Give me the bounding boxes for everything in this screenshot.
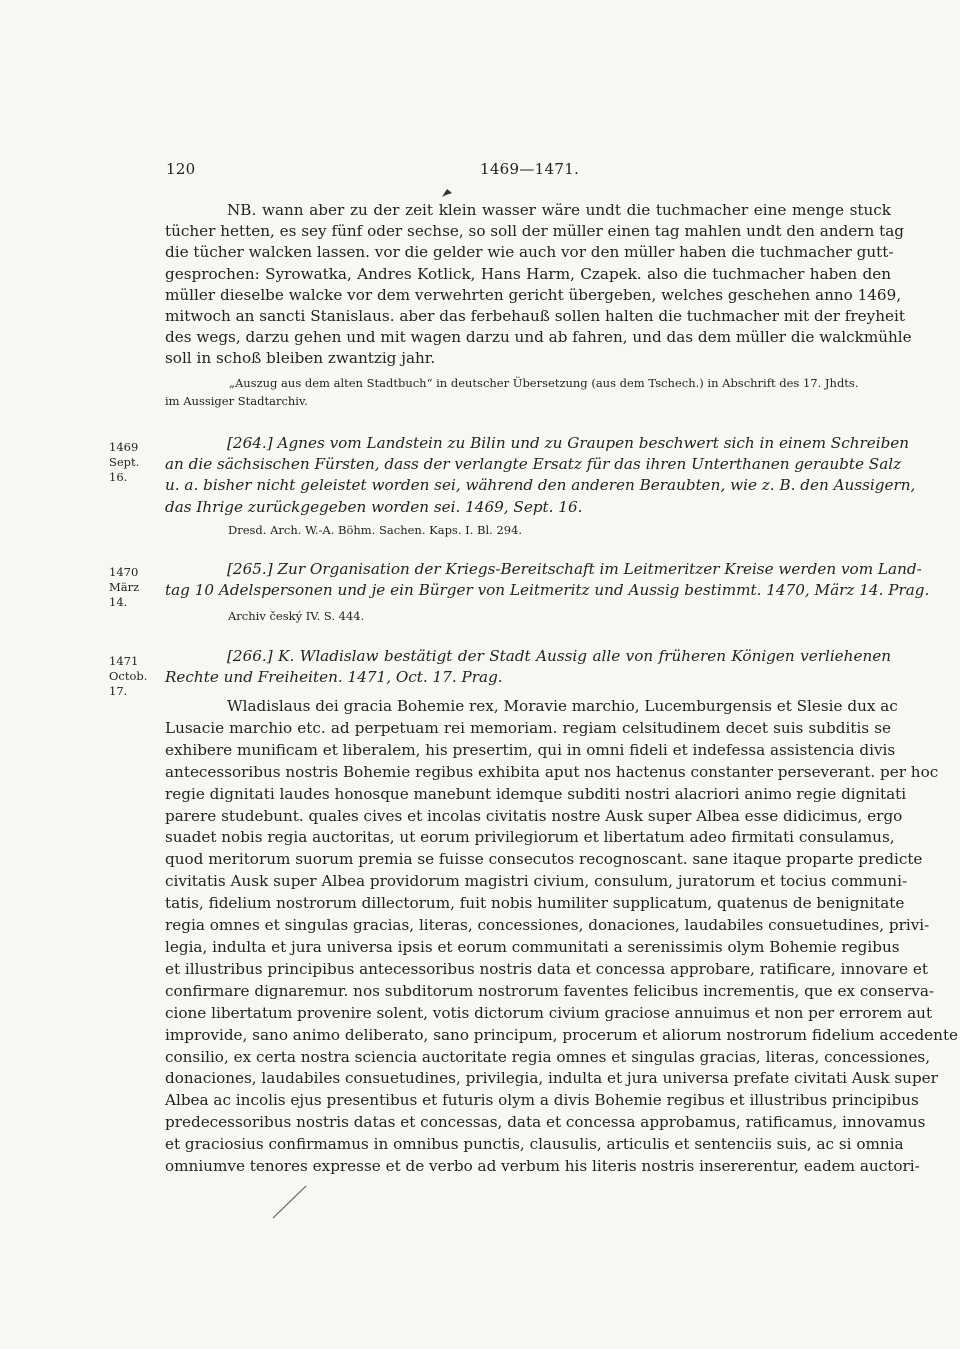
latin-line: cione libertatum provenire solent, votis dictorum civium graciose annuimus et non per errorem aut	[165, 1003, 933, 1022]
margin-date-day: Sept. 16.	[109, 455, 140, 484]
entry-line: das Ihrige zurückgegeben worden sei. 1469, Sept. 16.	[165, 497, 583, 516]
running-title: 1469—1471.	[480, 160, 580, 178]
nb-line: des wegs, darzu gehen und mit wagen darzu und ab fahren, und das dem müller die walckmühle	[165, 328, 912, 347]
entry-line: [264.] Agnes vom Landstein zu Bilin und zu Graupen beschwert sich in einem Schreiben	[227, 434, 910, 452]
nb-line: müller dieselbe walcke vor dem verwehrten gericht übergeben, welches geschehen anno 1469,	[165, 285, 902, 304]
entry-265-source: Archiv český IV. S. 444.	[228, 609, 365, 623]
nb-line: tücher hetten, es sey fünf oder sechse, so soll der müller einen tag mahlen undt den andern tag	[165, 222, 904, 241]
latin-line: exhibere munificam et liberalem, his presertim, qui in omni fideli et indefessa assistencia divis	[165, 740, 896, 759]
latin-line: regia omnes et singulas gracias, literas, concessiones, donaciones, laudabiles consuetudines, privi-	[165, 916, 930, 935]
latin-line: et illustribus principibus antecessoribus nostris data et concessa approbare, ratificare, innovare et	[165, 959, 928, 978]
entry-266-summary	[165, 646, 891, 688]
margin-date-day: Octob. 17.	[109, 669, 148, 698]
margin-date-year: 1470	[109, 565, 139, 579]
page-number: 120	[166, 160, 196, 178]
latin-line: donaciones, laudabiles consuetudines, privilegia, indulta et jura universa prefate civitati Ausk super	[165, 1069, 938, 1088]
ink-blot-icon	[440, 186, 454, 200]
latin-line: Wladislaus dei gracia Bohemie rex, Moravie marchio, Lucemburgensis et Slesie dux ac	[227, 697, 898, 715]
nb-paragraph	[165, 200, 912, 370]
latin-line: legia, indulta et jura universa ipsis et eorum communitati a serenissimis olym Bohemie regibus	[165, 937, 900, 956]
latin-line: tatis, fidelium nostrorum dillectorum, fuit nobis humiliter supplicatum, quatenus de benignitate	[165, 894, 905, 913]
latin-line: predecessoribus nostris datas et concessas, data et concessa approbamus, ratificamus, innovamus	[165, 1113, 926, 1132]
latin-line: quod meritorum suorum premia se fuisse consecutos recognoscant. sane itaque proparte predicte	[165, 850, 923, 869]
pen-stroke-icon	[270, 1182, 310, 1222]
latin-line: regie dignitati laudes honosque manebunt idemque subditi nostri alacriori animo regie dignitati	[165, 784, 907, 803]
latin-line: confirmare dignaremur. nos subditorum nostrorum faventes felicibus incrementis, que ex conserva-	[165, 981, 935, 1000]
entry-line: u. a. bisher nicht geleistet worden sei, während den anderen Beraubten, wie z. B. den Aussigern,	[165, 476, 916, 495]
latin-line: et graciosius confirmamus in omnibus punctis, clausulis, articulis et sentenciis suis, ac si omnia	[165, 1135, 904, 1154]
nb-line: mitwoch an sancti Stanislaus. aber das ferbehauß sollen halten die tuchmacher mit der freyheit	[165, 307, 905, 326]
margin-date-265	[109, 565, 161, 610]
nb-line: die tücher walcken lassen. vor die gelder wie auch vor den müller haben die tuchmacher gutt-	[165, 243, 894, 262]
nb-line: gesprochen: Syrowatka, Andres Kotlick, Hans Harm, Czapek. also die tuchmacher haben den	[165, 264, 891, 283]
latin-charter-text	[165, 696, 959, 1178]
entry-264-source: Dresd. Arch. W.-A. Böhm. Sachen. Kaps. I. Bl. 294.	[228, 523, 523, 537]
latin-line: consilio, ex certa nostra sciencia auctoritate regia omnes et singulas gracias, literas, concessiones,	[165, 1047, 931, 1066]
margin-date-264	[109, 440, 161, 485]
latin-line: Albea ac incolis ejus presentibus et futuris olym a divis Bohemie regibus et illustribus principibus	[165, 1091, 919, 1110]
source-line: im Aussiger Stadtarchiv.	[165, 394, 308, 408]
entry-265-summary	[165, 559, 930, 601]
latin-line: parere studebunt. quales cives et incolas civitatis nostre Ausk super Albea esse didicimus, ergo	[165, 806, 903, 825]
nb-line: NB. wann aber zu der zeit klein wasser wäre undt die tuchmacher eine menge stuck	[227, 201, 891, 219]
margin-date-year: 1469	[109, 440, 139, 454]
entry-264-summary	[165, 433, 916, 518]
entry-line: [266.] K. Wladislaw bestätigt der Stadt Aussig alle von früheren Königen verliehenen	[227, 647, 891, 665]
source-line: „Auszug aus dem alten Stadtbuch“ in deutscher Übersetzung (aus dem Tschech.) in Abschrift des 17. Jhdts.	[229, 376, 859, 390]
nb-source-note	[165, 374, 891, 410]
margin-date-day: März 14.	[109, 580, 140, 609]
latin-line: improvide, sano animo deliberato, sano principum, procerum et aliorum nostrorum fidelium accedente	[165, 1025, 959, 1044]
latin-line: civitatis Ausk super Albea providorum magistri civium, consulum, juratorum et tocius communi-	[165, 872, 908, 891]
margin-date-year: 1471	[109, 654, 139, 668]
latin-line: omniumve tenores expresse et de verbo ad verbum his literis nostris insererentur, eadem auctori-	[165, 1157, 920, 1176]
entry-line: tag 10 Adelspersonen und je ein Bürger von Leitmeritz und Aussig bestimmt. 1470, März 14. Prag.	[165, 581, 930, 600]
entry-line: Rechte und Freiheiten. 1471, Oct. 17. Prag.	[165, 668, 503, 687]
latin-line: antecessoribus nostris Bohemie regibus exhibita aput nos hactenus constanter perseverant. per hoc	[165, 762, 939, 781]
latin-line: Lusacie marchio etc. ad perpetuam rei memoriam. regiam celsitudinem decet suis subditis se	[165, 718, 891, 737]
latin-line: suadet nobis regia auctoritas, ut eorum privilegiorum et libertatum adeo firmitati consulamus,	[165, 828, 895, 847]
nb-line: soll in schoß bleiben zwantzig jahr.	[165, 349, 436, 368]
entry-line: an die sächsischen Fürsten, dass der verlangte Ersatz für das ihren Unterthanen geraubte Salz	[165, 455, 902, 474]
entry-line: [265.] Zur Organisation der Kriegs-Bereitschaft im Leitmeritzer Kreise werden vom Land-	[227, 560, 922, 578]
margin-date-266	[109, 654, 161, 699]
